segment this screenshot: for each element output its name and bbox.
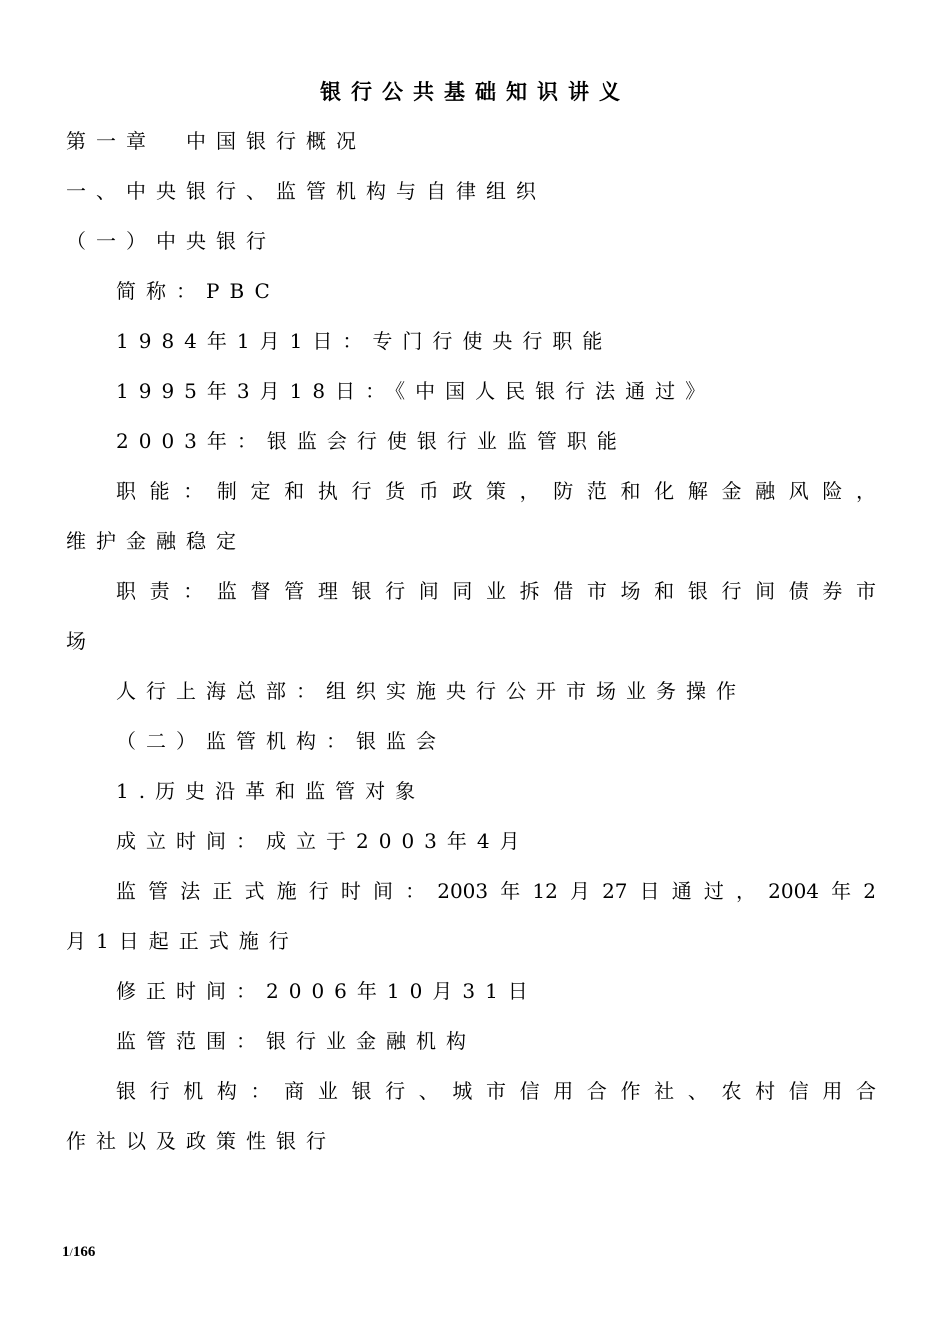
text-line-continuation: 场 bbox=[66, 629, 96, 653]
page-number bbox=[62, 1244, 95, 1261]
text-line: 银行机构：商业银行、城市信用合作社、农村信用合 bbox=[116, 1079, 876, 1103]
text-line: 1984年1月1日：专门行使央行职能 bbox=[116, 329, 613, 353]
text-line: 监管法正式施行时间：2003年12月27日通过，2004年2 bbox=[116, 879, 876, 903]
text-line: 人行上海总部：组织实施央行公开市场业务操作 bbox=[116, 679, 746, 703]
text-line: 1.历史沿革和监管对象 bbox=[116, 779, 426, 803]
subsection-heading: （二）监管机构：银监会 bbox=[116, 729, 446, 753]
text-line-continuation: 作社以及政策性银行 bbox=[66, 1129, 336, 1153]
subsection-heading: （一）中央银行 bbox=[66, 229, 276, 253]
text-line: 成立时间：成立于2003年4月 bbox=[116, 829, 530, 853]
text-line-continuation: 维护金融稳定 bbox=[66, 529, 246, 553]
chapter-heading: 第一章 中国银行概况 bbox=[66, 129, 366, 153]
text-line: 修正时间：2006年10月31日 bbox=[116, 979, 538, 1003]
text-line: 2003年：银监会行使银行业监管职能 bbox=[116, 429, 627, 453]
page-separator: / bbox=[69, 1245, 73, 1259]
section-heading: 一、中央银行、监管机构与自律组织 bbox=[66, 179, 546, 203]
page-current: 1 bbox=[62, 1244, 70, 1260]
text-line: 1995年3月18日：《中国人民银行法通过》 bbox=[116, 379, 716, 403]
text-line-continuation: 月1日起正式施行 bbox=[66, 929, 299, 953]
document-title: 银行公共基础知识讲义 bbox=[320, 79, 630, 104]
text-line: 职责：监督管理银行间同业拆借市场和银行间债券市 bbox=[116, 579, 876, 603]
page-total: 166 bbox=[72, 1244, 96, 1260]
text-line: 简称：PBC bbox=[116, 279, 280, 303]
text-line: 监管范围：银行业金融机构 bbox=[116, 1029, 476, 1053]
text-line: 职能：制定和执行货币政策，防范和化解金融风险， bbox=[116, 479, 876, 503]
